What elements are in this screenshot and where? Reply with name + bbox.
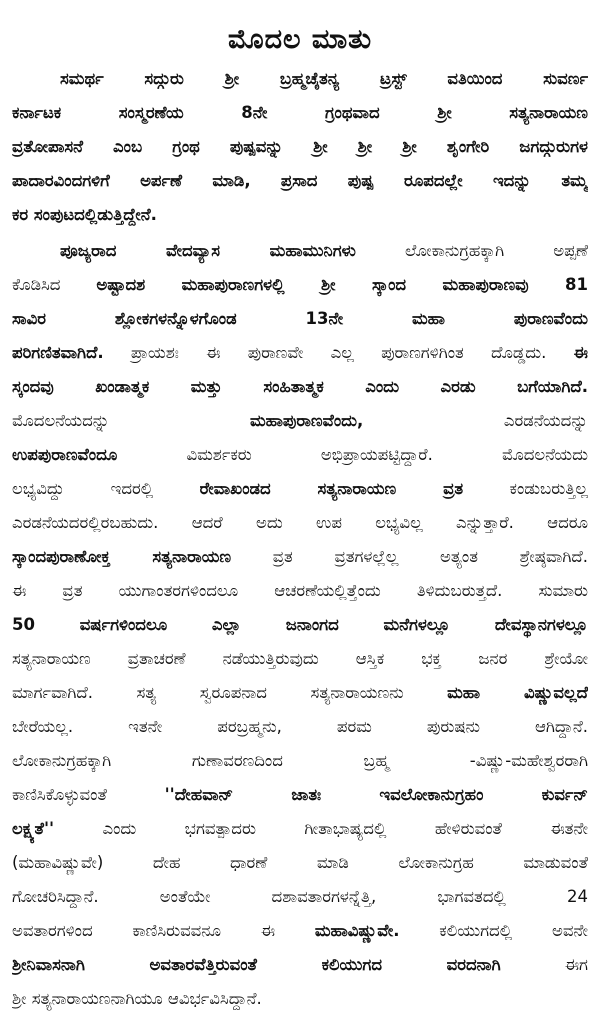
paragraph-2 — [12, 234, 588, 1016]
text-span: ಅವತಾರಗಳಿಂದ ಕಾಣಿಸಿರುವವನೂ ಈ — [12, 921, 315, 940]
text-span: ಎರಡನೆಯದರಲ್ಲಿರಬಹುದು. ಆದರೆ ಅದು ಉಪ ಲಭ್ಯವಿಲ್ಲ ಎನ್ನುತ್ತಾರೆ. ಆದರೂ — [12, 513, 588, 532]
bold-text-span: ಕರ್ನಾಟಕ ಸಂಸ್ಮರಣೆಯ 8ನೇ ಗ್ರಂಥವಾದ ಶ್ರೀ ಸತ್ಯನಾರಾಯಣ — [12, 103, 588, 122]
text-line — [12, 676, 588, 710]
text-line — [12, 778, 588, 812]
text-span: (ಮಹಾವಿಷ್ಣುವೇ) ದೇಹ ಧಾರಣೆ ಮಾಡಿ ಲೋಕಾನುಗ್ರಹ ಮಾಡುವಂತೆ — [12, 853, 588, 872]
text-line — [12, 438, 588, 472]
text-line — [12, 198, 588, 232]
text-span: ಲೋಕಾನುಗ್ರಹಕ್ಕಾಗಿ ಅಪ್ಪಣೆ — [355, 241, 588, 260]
text-line — [12, 744, 588, 778]
text-span: ಮೊದಲನೆಯದನ್ನು — [12, 411, 250, 430]
bold-text-span: ರೇವಾಖಂಡದ ಸತ್ಯನಾರಾಯಣ ವ್ರತ — [199, 479, 464, 498]
bold-text-span: ''ದೇಹವಾನ್ ಜಾತಃ ಇವಲೋಕಾನುಗ್ರಹಂ ಕುರ್ವನ್ — [164, 785, 588, 804]
text-span: ವಿಮರ್ಶಕರು ಅಭಿಪ್ರಾಯಪಟ್ಟಿದ್ದಾರೆ. ಮೊದಲನೆಯದು — [117, 445, 588, 464]
bold-text-span: ಮಹಾವಿಷ್ಣುವೇ. — [314, 921, 400, 940]
text-span: ಸತ್ಯನಾರಾಯಣ ವ್ರತಾಚರಣೆ ನಡೆಯುತ್ತಿರುವುದು ಆಸ್ತಿಕ ಭಕ್ತ ಜನರ ಶ್ರೇಯೋ — [12, 649, 588, 668]
bold-text-span: ಸಾವಿರ ಶ್ಲೋಕಗಳನ್ನೊಳಗೊಂಡ 13ನೇ ಮಹಾ ಪುರಾಣವೆಂದು — [12, 309, 588, 328]
text-span: ಎಂದು ಭಗವತ್ಪಾದರು ಗೀತಾಭಾಷ್ಯದಲ್ಲಿ ಹೇಳಿರುವಂತೆ ಈತನೇ — [54, 819, 588, 838]
paragraph-1 — [12, 62, 588, 232]
text-span: ಲಭ್ಯವಿದ್ದು ಇದರಲ್ಲಿ — [12, 479, 200, 498]
text-span: ಪ್ರಾಯಶಃ ಈ ಪುರಾಣವೇ ಎಲ್ಲ ಪುರಾಣಗಳಿಗಿಂತ ದೊಡ್ಡದು. — [103, 343, 574, 362]
text-line — [12, 268, 588, 302]
bold-text-span: ಪರಿಗಣಿತವಾಗಿದೆ. — [12, 343, 104, 362]
text-line — [12, 336, 588, 370]
bold-text-span: ಲಕ್ಷ್ಯತೆ'' — [12, 819, 55, 838]
bold-text-span: ಮಹಾಪುರಾಣವೆಂದು, — [249, 411, 364, 430]
text-span: ಕಾಣಿಸಿಕೊಳ್ಳುವಂತೆ — [12, 785, 165, 804]
bold-text-span: ಉಪಪುರಾಣವೆಂದೂ — [12, 445, 118, 464]
text-span: ಶ್ರೀ ಸತ್ಯನಾರಾಯಣನಾಗಿಯೂ ಆವಿರ್ಭವಿಸಿದ್ದಾನೆ. — [12, 989, 262, 1008]
text-span: ಮಾರ್ಗವಾಗಿದೆ. ಸತ್ಯ ಸ್ವರೂಪನಾದ ಸತ್ಯನಾರಾಯಣನು — [12, 683, 448, 702]
text-span: ಈ ವ್ರತ ಯುಗಾಂತರಗಳಿಂದಲೂ ಆಚರಣೆಯಲ್ಲಿತ್ತೆಂದು ತಿಳಿದುಬರುತ್ತದೆ. ಸುಮಾರು — [12, 581, 588, 600]
text-line — [12, 472, 588, 506]
text-line — [12, 62, 588, 96]
text-line — [12, 642, 588, 676]
bold-text-span: ಅಷ್ಟಾದಶ ಮಹಾಪುರಾಣಗಳಲ್ಲಿ ಶ್ರೀ ಸ್ಕಾಂದ ಮಹಾಪುರಾಣವು 81 — [96, 275, 588, 294]
text-line — [12, 540, 588, 574]
bold-text-span: ಪಾದಾರವಿಂದಗಳಿಗೆ ಅರ್ಪಣೆ ಮಾಡಿ, ಪ್ರಸಾದ ಪುಷ್ಪ ರೂಪದಲ್ಲೇ ಇದನ್ನು ತಮ್ಮ — [12, 171, 588, 190]
text-line — [12, 96, 588, 130]
text-span: ಈಗ — [500, 955, 588, 974]
page-title: ಮೊದಲ ಮಾತು — [227, 24, 373, 55]
text-line — [12, 370, 588, 404]
text-line — [12, 506, 588, 540]
bold-text-span: ಪೂಜ್ಯರಾದ ವೇದವ್ಯಾಸ ಮಹಾಮುನಿಗಳು — [60, 241, 356, 260]
text-line — [12, 846, 588, 880]
text-span: ಗೋಚರಿಸಿದ್ದಾನೆ. ಅಂತೆಯೇ ದಶಾವತಾರಗಳನ್ನೆತ್ತಿ, ಭಾಗವತದಲ್ಲಿ 24 — [12, 887, 588, 906]
text-line — [12, 302, 588, 336]
bold-text-span: 50 ವರ್ಷಗಳಿಂದಲೂ ಎಲ್ಲಾ ಜನಾಂಗದ ಮನೆಗಳಲ್ಲೂ ದೇವಸ್ಥಾನಗಳಲ್ಲೂ — [12, 615, 588, 634]
bold-text-span: ಸ್ಕಾಂದಪುರಾಣೋಕ್ತ ಸತ್ಯನಾರಾಯಣ — [12, 547, 232, 566]
text-line — [12, 234, 588, 268]
text-span: ಬೇರೆಯಲ್ಲ. ಇತನೇ ಪರಬ್ರಹ್ಮನು, ಪರಮ ಪುರುಷನು ಆಗಿದ್ದಾನೆ. — [12, 717, 588, 736]
bold-text-span: ಮಹಾ ವಿಷ್ಣುವಲ್ಲದೆ — [447, 683, 588, 702]
document-page — [12, 0, 588, 1008]
text-line — [12, 982, 588, 1016]
text-line — [12, 608, 588, 642]
text-line — [12, 404, 588, 438]
text-span: ಕಂಡುಬರುತ್ತಿಲ್ಲ — [463, 479, 588, 498]
text-line — [12, 914, 588, 948]
text-line — [12, 710, 588, 744]
text-line — [12, 812, 588, 846]
bold-text-span: ಕರ ಸಂಪುಟದಲ್ಲಿಡುತ್ತಿದ್ದೇನೆ. — [12, 205, 157, 224]
text-span: ಕೊಡಿಸಿದ — [12, 275, 97, 294]
text-line — [12, 164, 588, 198]
text-line — [12, 574, 588, 608]
bold-text-span: ಸ್ಕಂದವು ಖಂಡಾತ್ಮಕ ಮತ್ತು ಸಂಹಿತಾತ್ಮಕ ಎಂದು ಎರಡು ಬಗೆಯಾಗಿದೆ. — [12, 377, 588, 396]
text-line — [12, 880, 588, 914]
text-line — [12, 948, 588, 982]
text-span: ವ್ರತ ವ್ರತಗಳಲ್ಲೆಲ್ಲ ಅತ್ಯಂತ ಶ್ರೇಷ್ಠವಾಗಿದೆ. — [231, 547, 588, 566]
text-span: ಲೋಕಾನುಗ್ರಹಕ್ಕಾಗಿ ಗುಣಾವರಣದಿಂದ ಬ್ರಹ್ಮ -ವಿಷ್ಣು-ಮಹೇಶ್ವರರಾಗಿ — [12, 751, 588, 770]
bold-text-span: ಈ — [573, 343, 588, 362]
bold-text-span: ವ್ರತೋಪಾಸನೆ ಎಂಬ ಗ್ರಂಥ ಪುಷ್ಪವನ್ನು ಶ್ರೀ ಶ್ರೀ ಶ್ರೀ ಶೃಂಗೇರಿ ಜಗದ್ಗುರುಗಳ — [12, 137, 588, 156]
text-line — [12, 130, 588, 164]
bold-text-span: ಸಮರ್ಥ ಸದ್ಗುರು ಶ್ರೀ ಬ್ರಹ್ಮಚೈತನ್ಯ ಟ್ರಸ್ಟ್ ವತಿಯಿಂದ ಸುವರ್ಣ — [60, 69, 588, 88]
bold-text-span: ಶ್ರೀನಿವಾಸನಾಗಿ ಅವತಾರವೆತ್ತಿರುವಂತೆ ಕಲಿಯುಗದ ವರದನಾಗಿ — [12, 955, 501, 974]
text-span: ಎರಡನೆಯದನ್ನು — [363, 411, 588, 430]
text-span: ಕಲಿಯುಗದಲ್ಲಿ ಅವನೇ — [399, 921, 588, 940]
